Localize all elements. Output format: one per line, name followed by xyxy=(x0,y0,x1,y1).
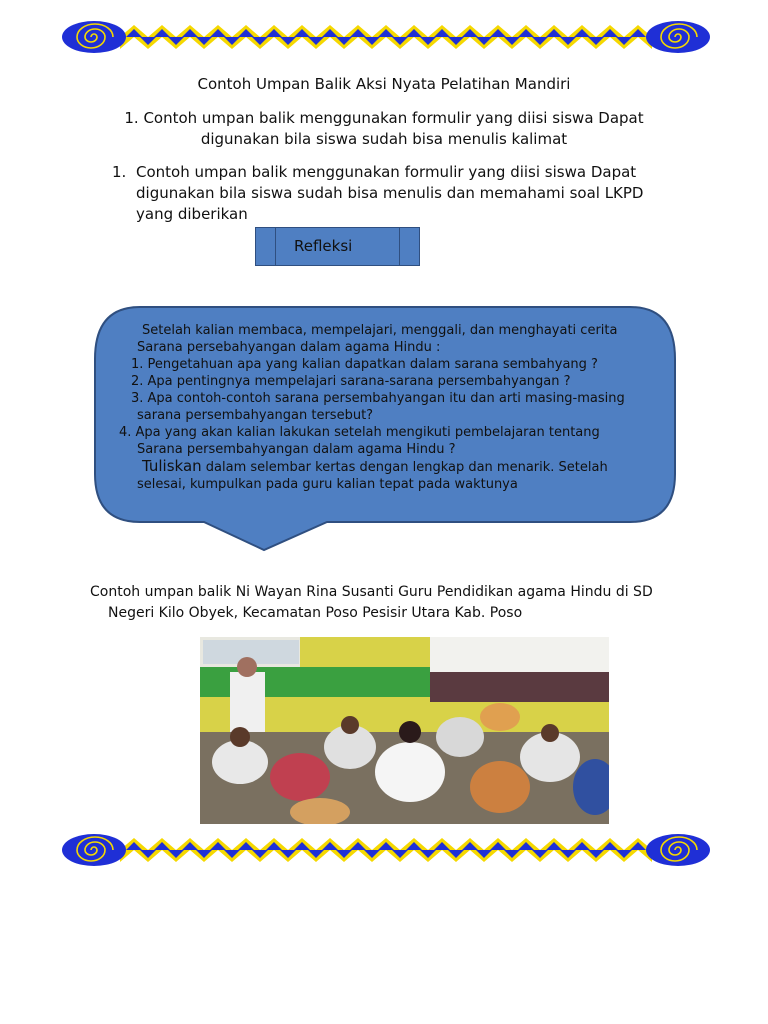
top-decorative-border xyxy=(60,17,712,57)
list-item-2 xyxy=(112,162,692,226)
reflection-question-3: 3. Apa contoh-contoh sarana persembahyangan itu dan arti masing-masing xyxy=(131,391,625,406)
spiral-ornament-icon xyxy=(646,21,710,53)
refleksi-label: Refleksi xyxy=(294,237,353,255)
list-item-2-line1: Contoh umpan balik menggunakan formulir yang diisi siswa Dapat xyxy=(136,163,637,181)
reflection-intro-line1: Setelah kalian membaca, mempelajari, menggali, dan menghayati cerita xyxy=(142,323,618,338)
refleksi-box xyxy=(255,227,420,266)
reflection-intro-line2: Sarana persebahyangan dalam agama Hindu : xyxy=(137,340,441,355)
list-item-1-line1: 1. Contoh umpan balik menggunakan formulir yang diisi siswa Dapat xyxy=(124,109,644,127)
list-item-1-line2: digunakan bila siswa sudah bisa menulis kalimat xyxy=(200,130,568,148)
reflection-questions xyxy=(115,322,655,493)
classroom-photo xyxy=(200,637,609,824)
photo-caption xyxy=(90,582,690,624)
list-item-2-line2: digunakan bila siswa sudah bisa menulis dan memahami soal LKPD xyxy=(136,184,644,202)
reflection-question-4-cont: Sarana persembahyangan dalam agama Hindu ? xyxy=(137,442,456,457)
refleksi-box-right-bar xyxy=(399,228,400,265)
refleksi-box-left-bar xyxy=(275,228,276,265)
bottom-decorative-border xyxy=(60,830,712,870)
reflection-question-3-cont: sarana persembahyangan tersebut? xyxy=(137,408,374,423)
list-item-2-number: 1. xyxy=(112,163,127,181)
list-item-1 xyxy=(100,108,668,150)
reflection-question-1: 1. Pengetahuan apa yang kalian dapatkan dalam sarana sembahyang ? xyxy=(131,357,598,372)
spiral-ornament-icon xyxy=(62,21,126,53)
list-item-2-line3: yang diberikan xyxy=(136,205,248,223)
tuliskan-word: Tuliskan xyxy=(142,457,202,475)
photo-caption-line1: Contoh umpan balik Ni Wayan Rina Susanti Guru Pendidikan agama Hindu di SD xyxy=(90,584,653,600)
reflection-question-4: 4. Apa yang akan kalian lakukan setelah mengikuti pembelajaran tentang xyxy=(119,425,600,440)
spiral-ornament-icon xyxy=(62,834,126,866)
photo-caption-line2: Negeri Kilo Obyek, Kecamatan Poso Pesisir Utara Kab. Poso xyxy=(108,605,523,621)
reflection-instruction-line2: selesai, kumpulkan pada guru kalian tepat pada waktunya xyxy=(137,477,518,492)
reflection-question-2: 2. Apa pentingnya mempelajari sarana-sarana persembahyangan ? xyxy=(131,374,571,389)
reflection-instruction-line1 xyxy=(115,458,655,476)
spiral-ornament-icon xyxy=(646,834,710,866)
list-item-2-text xyxy=(136,162,676,225)
page-title: Contoh Umpan Balik Aksi Nyata Pelatihan Mandiri xyxy=(197,75,571,93)
reflection-instruction-text: dalam selembar kertas dengan lengkap dan menarik. Setelah xyxy=(201,460,608,475)
